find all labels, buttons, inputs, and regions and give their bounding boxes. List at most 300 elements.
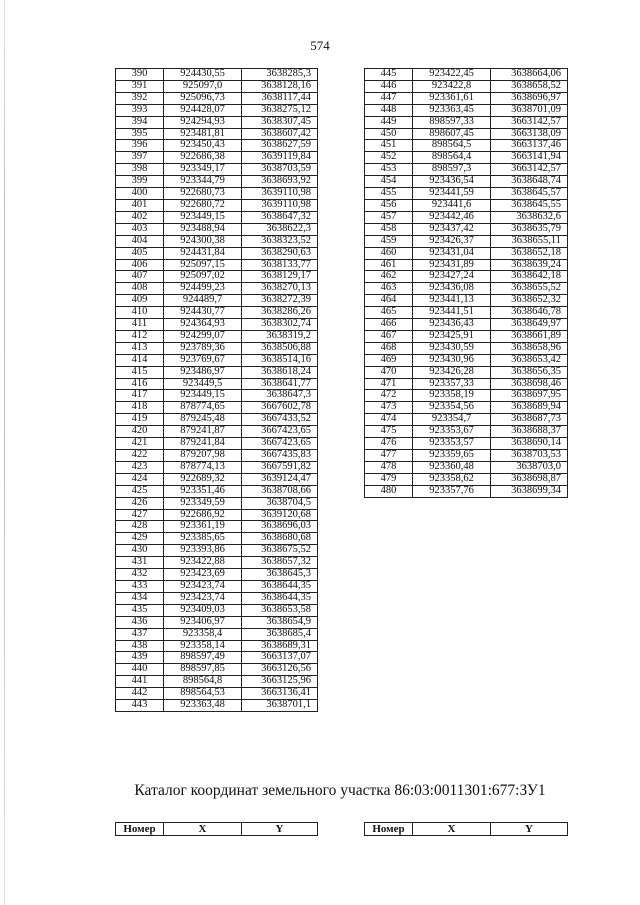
x-coordinate-cell: 879207,98	[164, 450, 242, 462]
y-coordinate-cell: 3638275,12	[242, 104, 318, 116]
x-coordinate-cell: 923426,37	[413, 235, 491, 247]
table-row	[116, 521, 318, 533]
table-row	[365, 485, 568, 497]
y-coordinate-cell: 3638627,59	[242, 140, 318, 152]
y-coordinate-cell: 3638703,53	[491, 450, 568, 462]
x-coordinate-cell: 879245,48	[164, 414, 242, 426]
y-coordinate-cell: 3638685,4	[242, 628, 318, 640]
point-number-cell: 454	[365, 176, 413, 188]
table-row	[116, 164, 318, 176]
point-number-cell: 474	[365, 414, 413, 426]
x-coordinate-cell: 923449,15	[164, 211, 242, 223]
x-coordinate-cell: 923441,59	[413, 188, 491, 200]
x-coordinate-cell: 923357,33	[413, 378, 491, 390]
y-coordinate-cell: 3638285,3	[242, 69, 318, 81]
y-coordinate-cell: 3638701,1	[242, 700, 318, 712]
y-coordinate-cell: 3638646,78	[491, 307, 568, 319]
y-coordinate-cell: 3639110,98	[242, 199, 318, 211]
table-row	[365, 390, 568, 402]
x-coordinate-cell: 925096,73	[164, 92, 242, 104]
point-number-cell: 450	[365, 128, 413, 140]
y-coordinate-cell: 3638514,16	[242, 354, 318, 366]
y-coordinate-cell: 3638618,24	[242, 366, 318, 378]
x-coordinate-cell: 898597,3	[413, 164, 491, 176]
table-row	[365, 295, 568, 307]
x-coordinate-cell: 923431,04	[413, 247, 491, 259]
point-number-cell: 408	[116, 283, 164, 295]
x-coordinate-cell: 923486,97	[164, 366, 242, 378]
header-number: Номер	[116, 823, 164, 836]
table-row	[116, 354, 318, 366]
x-coordinate-cell: 898564,53	[164, 688, 242, 700]
point-number-cell: 478	[365, 461, 413, 473]
point-number-cell: 390	[116, 69, 164, 81]
x-coordinate-cell: 922689,32	[164, 473, 242, 485]
y-coordinate-cell: 3638696,97	[491, 92, 568, 104]
x-coordinate-cell: 923354,7	[413, 414, 491, 426]
y-coordinate-cell: 3638648,74	[491, 176, 568, 188]
y-coordinate-cell: 3638645,55	[491, 199, 568, 211]
y-coordinate-cell: 3638117,44	[242, 92, 318, 104]
table-row	[365, 188, 568, 200]
coordinates-table-left	[115, 68, 318, 712]
x-coordinate-cell: 923385,65	[164, 533, 242, 545]
x-coordinate-cell: 923423,69	[164, 569, 242, 581]
point-number-cell: 413	[116, 342, 164, 354]
x-coordinate-cell: 923422,45	[413, 69, 491, 81]
y-coordinate-cell: 3638644,35	[242, 580, 318, 592]
point-number-cell: 433	[116, 580, 164, 592]
table-row	[116, 188, 318, 200]
x-coordinate-cell: 879241,87	[164, 426, 242, 438]
point-number-cell: 391	[116, 80, 164, 92]
y-coordinate-cell: 3638307,45	[242, 116, 318, 128]
point-number-cell: 475	[365, 426, 413, 438]
point-number-cell: 421	[116, 438, 164, 450]
table-row	[116, 569, 318, 581]
x-coordinate-cell: 922680,73	[164, 188, 242, 200]
x-coordinate-cell: 923441,13	[413, 295, 491, 307]
table-row	[365, 211, 568, 223]
x-coordinate-cell: 923442,46	[413, 211, 491, 223]
table-row	[116, 450, 318, 462]
y-coordinate-cell: 3638649,97	[491, 319, 568, 331]
x-coordinate-cell: 922686,92	[164, 509, 242, 521]
point-number-cell: 411	[116, 319, 164, 331]
point-number-cell: 442	[116, 688, 164, 700]
x-coordinate-cell: 923488,94	[164, 223, 242, 235]
point-number-cell: 438	[116, 640, 164, 652]
table-row	[116, 485, 318, 497]
y-coordinate-cell: 3638323,52	[242, 235, 318, 247]
point-number-cell: 456	[365, 199, 413, 211]
point-number-cell: 412	[116, 330, 164, 342]
x-coordinate-cell: 923481,81	[164, 128, 242, 140]
table-row	[116, 640, 318, 652]
y-coordinate-cell: 3638645,3	[242, 569, 318, 581]
x-coordinate-cell: 898564,5	[413, 140, 491, 152]
point-number-cell: 397	[116, 152, 164, 164]
x-coordinate-cell: 898564,8	[164, 676, 242, 688]
point-number-cell: 460	[365, 247, 413, 259]
x-coordinate-cell: 923423,74	[164, 580, 242, 592]
point-number-cell: 417	[116, 390, 164, 402]
point-number-cell: 439	[116, 652, 164, 664]
point-number-cell: 461	[365, 259, 413, 271]
table-row	[116, 438, 318, 450]
y-coordinate-cell: 3638632,6	[491, 211, 568, 223]
header-y: Y	[491, 823, 568, 836]
table-row	[365, 80, 568, 92]
point-number-cell: 448	[365, 104, 413, 116]
table-row	[116, 235, 318, 247]
point-number-cell: 392	[116, 92, 164, 104]
x-coordinate-cell: 923436,43	[413, 319, 491, 331]
table-row	[365, 330, 568, 342]
x-coordinate-cell: 925097,02	[164, 271, 242, 283]
table-header-row	[116, 823, 318, 836]
table-row	[116, 247, 318, 259]
y-coordinate-cell: 3663138,09	[491, 128, 568, 140]
table-row	[365, 319, 568, 331]
y-coordinate-cell: 3638664,06	[491, 69, 568, 81]
table-row	[365, 438, 568, 450]
table-row	[365, 473, 568, 485]
y-coordinate-cell: 3638319,2	[242, 330, 318, 342]
point-number-cell: 434	[116, 592, 164, 604]
table-row	[116, 199, 318, 211]
table-row	[365, 176, 568, 188]
table-row	[365, 164, 568, 176]
point-number-cell: 420	[116, 426, 164, 438]
x-coordinate-cell: 923353,57	[413, 438, 491, 450]
point-number-cell: 466	[365, 319, 413, 331]
y-coordinate-cell: 3638699,34	[491, 485, 568, 497]
point-number-cell: 470	[365, 366, 413, 378]
table-row	[365, 461, 568, 473]
y-coordinate-cell: 3638622,3	[242, 223, 318, 235]
table-row	[116, 211, 318, 223]
point-number-cell: 477	[365, 450, 413, 462]
y-coordinate-cell: 3639119,84	[242, 152, 318, 164]
point-number-cell: 423	[116, 461, 164, 473]
point-number-cell: 480	[365, 485, 413, 497]
table-row	[116, 307, 318, 319]
point-number-cell: 437	[116, 628, 164, 640]
x-coordinate-cell: 924489,7	[164, 295, 242, 307]
point-number-cell: 467	[365, 330, 413, 342]
point-number-cell: 465	[365, 307, 413, 319]
table-row	[116, 557, 318, 569]
point-number-cell: 436	[116, 616, 164, 628]
table-row	[365, 402, 568, 414]
table-row	[116, 700, 318, 712]
table-row	[365, 271, 568, 283]
point-number-cell: 459	[365, 235, 413, 247]
table-row	[116, 378, 318, 390]
y-coordinate-cell: 3638607,42	[242, 128, 318, 140]
x-coordinate-cell: 924430,55	[164, 69, 242, 81]
point-number-cell: 469	[365, 354, 413, 366]
table-row	[116, 509, 318, 521]
y-coordinate-cell: 3638286,26	[242, 307, 318, 319]
table-row	[365, 247, 568, 259]
y-coordinate-cell: 3667602,78	[242, 402, 318, 414]
point-number-cell: 418	[116, 402, 164, 414]
y-coordinate-cell: 3638302,74	[242, 319, 318, 331]
x-coordinate-cell: 923406,97	[164, 616, 242, 628]
y-coordinate-cell: 3638658,96	[491, 342, 568, 354]
table-row	[365, 92, 568, 104]
point-number-cell: 457	[365, 211, 413, 223]
coordinates-table-right	[364, 68, 568, 498]
y-coordinate-cell: 3638506,88	[242, 342, 318, 354]
y-coordinate-cell: 3638652,18	[491, 247, 568, 259]
y-coordinate-cell: 3638635,79	[491, 223, 568, 235]
y-coordinate-cell: 3638647,32	[242, 211, 318, 223]
table-row	[116, 628, 318, 640]
y-coordinate-cell: 3667435,83	[242, 450, 318, 462]
table-row	[116, 128, 318, 140]
x-coordinate-cell: 924430,77	[164, 307, 242, 319]
x-coordinate-cell: 924294,93	[164, 116, 242, 128]
table-row	[365, 378, 568, 390]
point-number-cell: 427	[116, 509, 164, 521]
point-number-cell: 468	[365, 342, 413, 354]
y-coordinate-cell: 3638704,5	[242, 497, 318, 509]
point-number-cell: 404	[116, 235, 164, 247]
table-row	[116, 533, 318, 545]
y-coordinate-cell: 3663141,94	[491, 152, 568, 164]
table-row	[365, 307, 568, 319]
table-row	[116, 116, 318, 128]
point-number-cell: 396	[116, 140, 164, 152]
y-coordinate-cell: 3638655,52	[491, 283, 568, 295]
x-coordinate-cell: 923769,67	[164, 354, 242, 366]
header-table-left	[115, 822, 318, 836]
point-number-cell: 395	[116, 128, 164, 140]
point-number-cell: 473	[365, 402, 413, 414]
y-coordinate-cell: 3638703,59	[242, 164, 318, 176]
table-row	[365, 342, 568, 354]
table-row	[365, 426, 568, 438]
table-row	[116, 604, 318, 616]
point-number-cell: 441	[116, 676, 164, 688]
y-coordinate-cell: 3663137,46	[491, 140, 568, 152]
table-row	[116, 497, 318, 509]
point-number-cell: 415	[116, 366, 164, 378]
y-coordinate-cell: 3638698,46	[491, 378, 568, 390]
x-coordinate-cell: 923427,24	[413, 271, 491, 283]
y-coordinate-cell: 3638129,17	[242, 271, 318, 283]
point-number-cell: 419	[116, 414, 164, 426]
point-number-cell: 394	[116, 116, 164, 128]
table-row	[365, 128, 568, 140]
table-row	[365, 366, 568, 378]
table-row	[365, 354, 568, 366]
point-number-cell: 479	[365, 473, 413, 485]
table-row	[365, 69, 568, 81]
y-coordinate-cell: 3638639,24	[491, 259, 568, 271]
table-row	[116, 271, 318, 283]
table-row	[116, 414, 318, 426]
point-number-cell: 449	[365, 116, 413, 128]
point-number-cell: 402	[116, 211, 164, 223]
x-coordinate-cell: 925097,15	[164, 259, 242, 271]
x-coordinate-cell: 923349,59	[164, 497, 242, 509]
y-coordinate-cell: 3638641,77	[242, 378, 318, 390]
table-row	[365, 199, 568, 211]
x-coordinate-cell: 923789,36	[164, 342, 242, 354]
y-coordinate-cell: 3638290,63	[242, 247, 318, 259]
point-number-cell: 422	[116, 450, 164, 462]
x-coordinate-cell: 923441,6	[413, 199, 491, 211]
y-coordinate-cell: 3638653,42	[491, 354, 568, 366]
x-coordinate-cell: 923430,59	[413, 342, 491, 354]
y-coordinate-cell: 3638693,92	[242, 176, 318, 188]
y-coordinate-cell: 3663142,57	[491, 164, 568, 176]
point-number-cell: 445	[365, 69, 413, 81]
point-number-cell: 451	[365, 140, 413, 152]
point-number-cell: 401	[116, 199, 164, 211]
point-number-cell: 426	[116, 497, 164, 509]
y-coordinate-cell: 3638647,3	[242, 390, 318, 402]
point-number-cell: 443	[116, 700, 164, 712]
x-coordinate-cell: 923436,08	[413, 283, 491, 295]
y-coordinate-cell: 3667591,82	[242, 461, 318, 473]
table-row	[116, 545, 318, 557]
point-number-cell: 458	[365, 223, 413, 235]
x-coordinate-cell: 923393,86	[164, 545, 242, 557]
y-coordinate-cell: 3638272,39	[242, 295, 318, 307]
x-coordinate-cell: 924300,38	[164, 235, 242, 247]
point-number-cell: 455	[365, 188, 413, 200]
x-coordinate-cell: 923358,14	[164, 640, 242, 652]
y-coordinate-cell: 3638658,52	[491, 80, 568, 92]
y-coordinate-cell: 3638652,32	[491, 295, 568, 307]
catalog-caption: Каталог координат земельного участка 86:03:0011301:677:ЗУ1	[134, 782, 546, 799]
y-coordinate-cell: 3638661,89	[491, 330, 568, 342]
x-coordinate-cell: 923358,19	[413, 390, 491, 402]
table-row	[116, 104, 318, 116]
y-coordinate-cell: 3638133,77	[242, 259, 318, 271]
table-row	[116, 426, 318, 438]
table-row	[116, 390, 318, 402]
x-coordinate-cell: 923425,91	[413, 330, 491, 342]
point-number-cell: 463	[365, 283, 413, 295]
table-row	[116, 295, 318, 307]
y-coordinate-cell: 3638703,0	[491, 461, 568, 473]
point-number-cell: 409	[116, 295, 164, 307]
point-number-cell: 430	[116, 545, 164, 557]
y-coordinate-cell: 3638657,32	[242, 557, 318, 569]
x-coordinate-cell: 923431,89	[413, 259, 491, 271]
table-row	[116, 283, 318, 295]
point-number-cell: 453	[365, 164, 413, 176]
x-coordinate-cell: 898597,49	[164, 652, 242, 664]
x-coordinate-cell: 923361,61	[413, 92, 491, 104]
x-coordinate-cell: 923437,42	[413, 223, 491, 235]
table-row	[116, 676, 318, 688]
point-number-cell: 432	[116, 569, 164, 581]
header-x: X	[413, 823, 491, 836]
point-number-cell: 471	[365, 378, 413, 390]
point-number-cell: 476	[365, 438, 413, 450]
header-number: Номер	[365, 823, 413, 836]
table-row	[116, 69, 318, 81]
x-coordinate-cell: 924364,93	[164, 319, 242, 331]
point-number-cell: 428	[116, 521, 164, 533]
x-coordinate-cell: 923422,8	[413, 80, 491, 92]
table-row	[365, 283, 568, 295]
y-coordinate-cell: 3638688,37	[491, 426, 568, 438]
point-number-cell: 407	[116, 271, 164, 283]
x-coordinate-cell: 898597,33	[413, 116, 491, 128]
y-coordinate-cell: 3638687,73	[491, 414, 568, 426]
x-coordinate-cell: 923450,43	[164, 140, 242, 152]
y-coordinate-cell: 3638270,13	[242, 283, 318, 295]
table-row	[116, 319, 318, 331]
point-number-cell: 398	[116, 164, 164, 176]
table-row	[116, 259, 318, 271]
x-coordinate-cell: 922680,72	[164, 199, 242, 211]
y-coordinate-cell: 3639110,98	[242, 188, 318, 200]
x-coordinate-cell: 924431,84	[164, 247, 242, 259]
table-row	[116, 461, 318, 473]
y-coordinate-cell: 3639120,68	[242, 509, 318, 521]
x-coordinate-cell: 924299,07	[164, 330, 242, 342]
table-row	[116, 580, 318, 592]
x-coordinate-cell: 878774,65	[164, 402, 242, 414]
x-coordinate-cell: 923363,48	[164, 700, 242, 712]
point-number-cell: 405	[116, 247, 164, 259]
table-row	[116, 152, 318, 164]
point-number-cell: 393	[116, 104, 164, 116]
y-coordinate-cell: 3663125,96	[242, 676, 318, 688]
table-row	[365, 450, 568, 462]
y-coordinate-cell: 3638689,94	[491, 402, 568, 414]
point-number-cell: 472	[365, 390, 413, 402]
x-coordinate-cell: 923349,17	[164, 164, 242, 176]
x-coordinate-cell: 923422,88	[164, 557, 242, 569]
point-number-cell: 435	[116, 604, 164, 616]
page-number: 574	[310, 38, 330, 53]
y-coordinate-cell: 3638645,57	[491, 188, 568, 200]
y-coordinate-cell: 3638698,87	[491, 473, 568, 485]
y-coordinate-cell: 3638644,35	[242, 592, 318, 604]
table-row	[365, 223, 568, 235]
y-coordinate-cell: 3638690,14	[491, 438, 568, 450]
x-coordinate-cell: 922686,38	[164, 152, 242, 164]
table-row	[116, 330, 318, 342]
x-coordinate-cell: 923430,96	[413, 354, 491, 366]
point-number-cell: 440	[116, 664, 164, 676]
y-coordinate-cell: 3638655,11	[491, 235, 568, 247]
point-number-cell: 464	[365, 295, 413, 307]
header-table-right	[364, 822, 568, 836]
table-row	[116, 664, 318, 676]
table-row	[365, 140, 568, 152]
table-row	[116, 366, 318, 378]
point-number-cell: 410	[116, 307, 164, 319]
y-coordinate-cell: 3638654,9	[242, 616, 318, 628]
point-number-cell: 399	[116, 176, 164, 188]
x-coordinate-cell: 923354,56	[413, 402, 491, 414]
x-coordinate-cell: 923449,15	[164, 390, 242, 402]
table-row	[365, 259, 568, 271]
y-coordinate-cell: 3638128,16	[242, 80, 318, 92]
x-coordinate-cell: 923360,48	[413, 461, 491, 473]
